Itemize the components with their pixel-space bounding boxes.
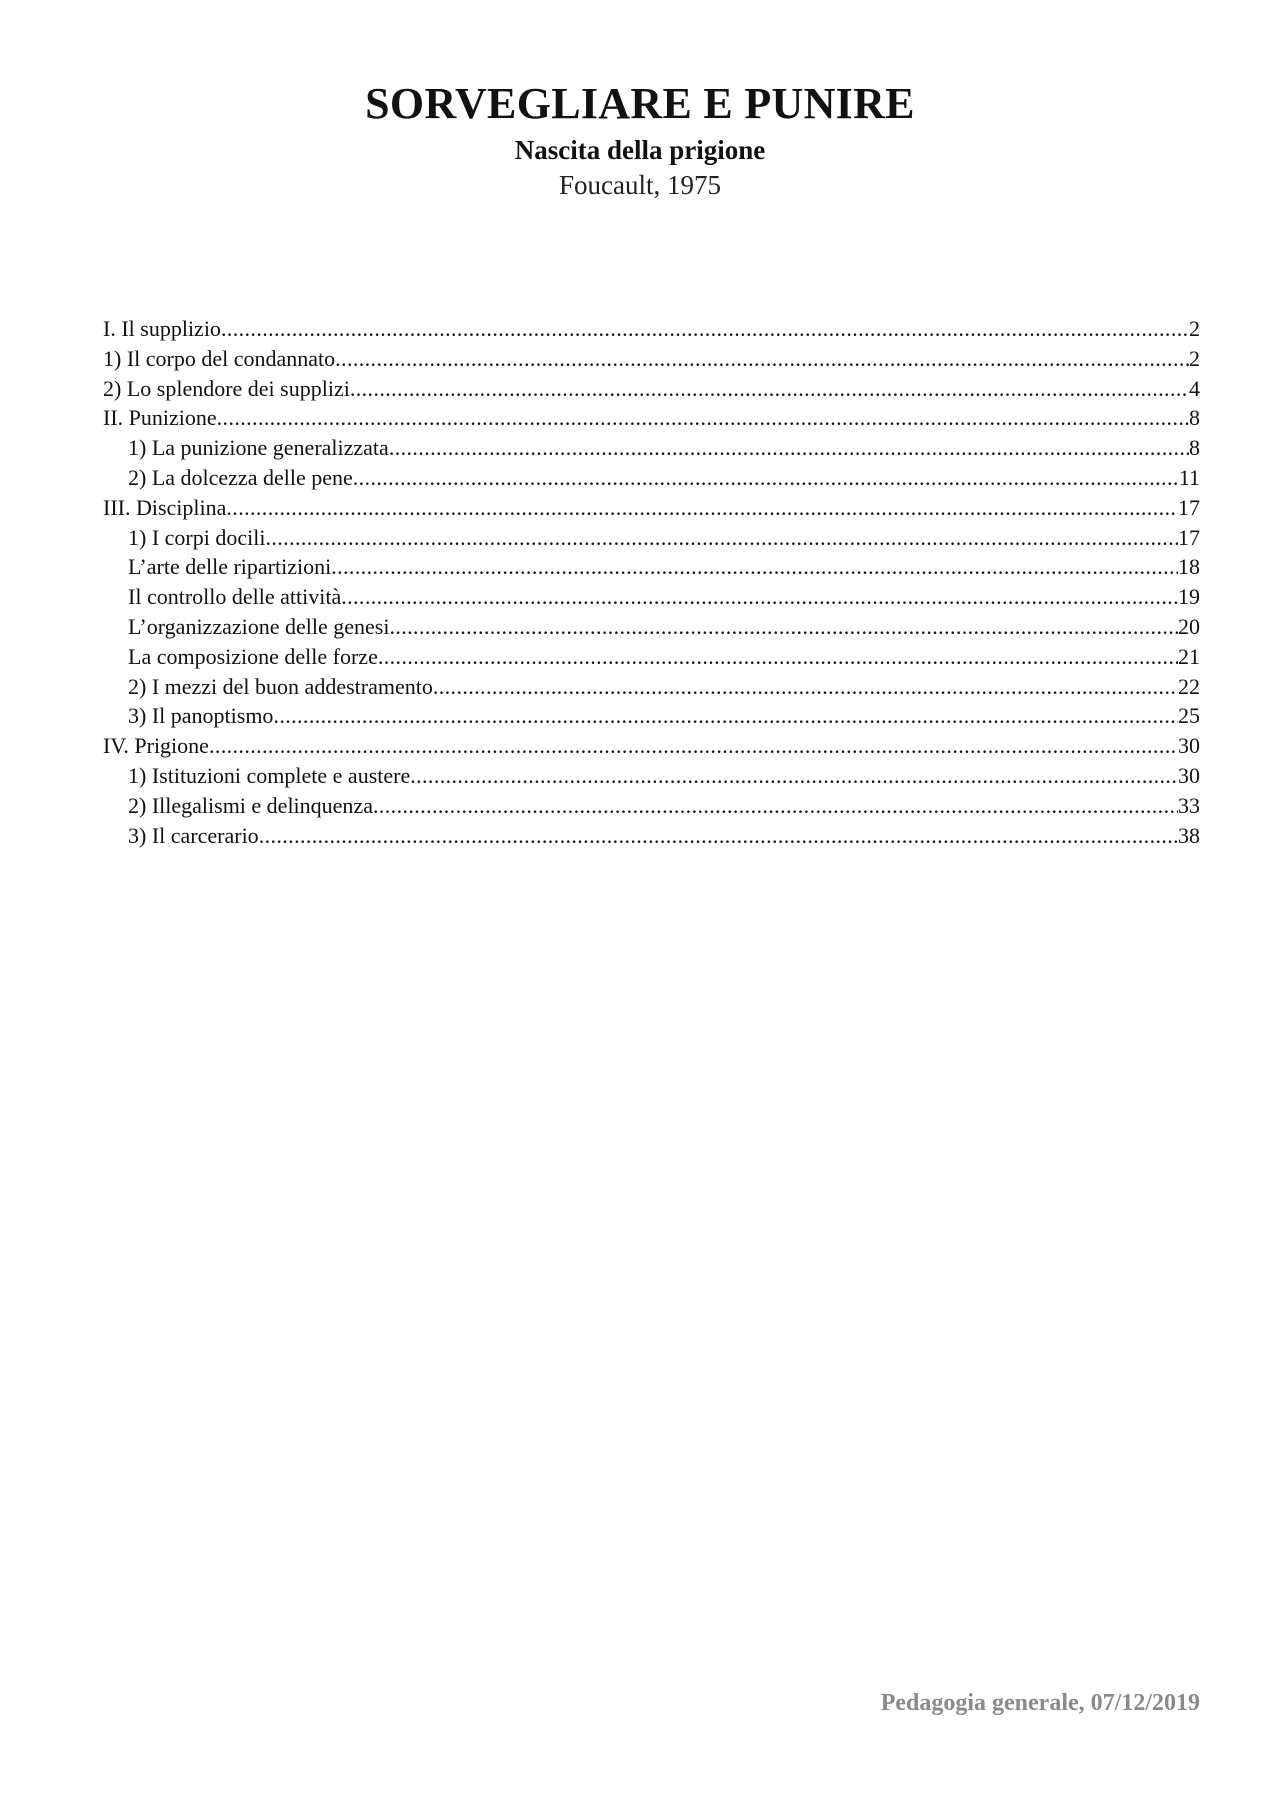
toc-entry-page: 2 [1189,316,1200,341]
toc-dot-leader [209,731,1178,761]
toc-entry-label: 3) Il carcerario [128,822,259,848]
toc-entry[interactable] [103,582,1200,612]
toc-dot-leader [226,493,1178,523]
toc-entry-label: 2) Lo splendore dei supplizi [103,375,350,401]
toc-entry-label: L’arte delle ripartizioni [128,554,332,580]
document-header [0,76,1280,202]
toc-dot-leader [353,463,1179,493]
toc-entry-label: IV. Prigione [103,733,209,759]
toc-entry[interactable] [103,821,1200,851]
toc-entry-page: 17 [1178,494,1200,520]
toc-entry-page: 21 [1178,643,1200,669]
toc-dot-leader [378,642,1178,672]
toc-entry-page: 8 [1189,405,1200,431]
toc-entry-label: 3) Il panoptismo [128,703,274,729]
toc-dot-leader [389,612,1178,642]
document-author: Foucault, 1975 [559,170,721,200]
toc-entry[interactable] [103,493,1200,523]
toc-dot-leader [350,374,1189,404]
toc-entry-label: II. Punizione [103,405,217,431]
page-footer: Pedagogia generale, 07/12/2019 [880,1690,1200,1716]
toc-entry-label: 1) Il corpo del condannato [103,345,336,371]
toc-entry[interactable] [103,314,1200,344]
toc-entry-label: 2) Illegalismi e delinquenza [128,792,373,818]
toc-entry[interactable] [103,344,1200,374]
toc-entry[interactable] [103,612,1200,642]
toc-dot-leader [217,403,1189,433]
toc-dot-leader [335,344,1189,374]
toc-entry-label: 2) I mezzi del buon addestramento [128,673,433,699]
toc-entry-page: 8 [1189,435,1200,461]
toc-entry[interactable] [103,463,1200,493]
toc-entry-label: 2) La dolcezza delle pene [128,464,353,490]
toc-entry-label: III. Disciplina [103,494,227,520]
toc-entry-page: 4 [1189,375,1200,401]
toc-dot-leader [259,821,1178,851]
toc-entry-page: 17 [1178,524,1200,550]
toc-entry-label: 1) La punizione generalizzata [128,435,389,461]
toc-entry[interactable] [103,761,1200,791]
toc-entry-label: I. Il supplizio [103,316,221,341]
toc-entry-page: 38 [1178,822,1200,848]
toc-entry[interactable] [103,403,1200,433]
toc-entry-page: 30 [1178,762,1200,788]
toc-entry-page: 33 [1178,792,1200,818]
toc-entry-page: 25 [1178,703,1200,729]
document-title: SORVEGLIARE E PUNIRE [365,79,915,128]
toc-entry-label: L’organizzazione delle genesi [128,613,390,639]
toc-dot-leader [373,791,1178,821]
toc-entry[interactable] [103,433,1200,463]
document-subtitle: Nascita della prigione [514,135,766,165]
toc-dot-leader [221,314,1189,344]
toc-entry[interactable] [103,731,1200,761]
toc-dot-leader [410,761,1178,791]
toc-entry[interactable] [103,552,1200,582]
toc-entry[interactable] [103,523,1200,553]
toc-entry-label: 1) I corpi docili [128,524,266,550]
toc-entry[interactable] [103,791,1200,821]
toc-dot-leader [265,523,1178,553]
toc-entry[interactable] [103,672,1200,702]
toc-entry-label: La composizione delle forze [128,643,378,669]
toc-entry-label: Il controllo delle attività [128,584,342,610]
toc-dot-leader [273,701,1178,731]
toc-dot-leader [341,582,1178,612]
toc-entry-page: 30 [1178,733,1200,759]
toc-dot-leader [433,672,1178,702]
toc-dot-leader [389,433,1189,463]
toc-entry[interactable] [103,701,1200,731]
toc-entry[interactable] [103,374,1200,404]
table-of-contents [103,314,1200,850]
toc-entry-label: 1) Istituzioni complete e austere [128,762,411,788]
toc-entry-page: 2 [1189,345,1200,371]
toc-dot-leader [331,552,1178,582]
toc-entry-page: 19 [1178,584,1200,610]
toc-entry-page: 11 [1178,464,1200,490]
toc-entry-page: 20 [1178,613,1200,639]
toc-entry-page: 22 [1178,673,1200,699]
toc-entry-page: 18 [1178,554,1200,580]
toc-entry[interactable] [103,642,1200,672]
